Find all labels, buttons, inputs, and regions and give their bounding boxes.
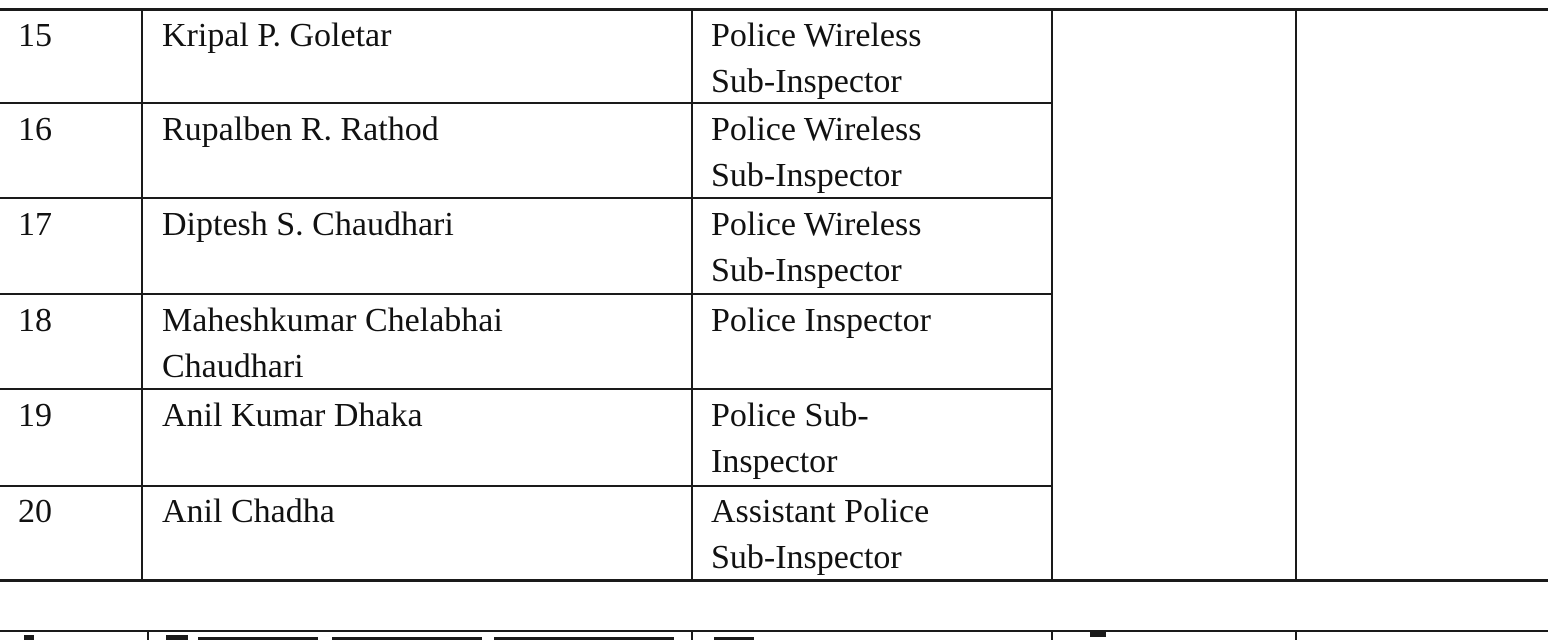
cut-off-text-fragments [0,629,1548,640]
designation-cell: Police Wireless Sub-Inspector [711,111,922,194]
name-cell: Diptesh S. Chaudhari [162,206,454,243]
row-divider [0,485,1053,487]
designation-cell: Police Wireless Sub-Inspector [711,206,922,289]
next-table-partial-row [0,628,1548,640]
name-cell: Anil Chadha [162,493,335,530]
serial-number-cell: 16 [18,111,52,148]
serial-number-cell: 19 [18,397,52,434]
designation-cell: Police Sub- Inspector [711,397,869,480]
column-divider [1051,8,1053,582]
name-cell: Anil Kumar Dhaka [162,397,423,434]
serial-number-cell: 15 [18,17,52,54]
designation-cell: Assistant Police Sub-Inspector [711,493,930,576]
column-divider [1295,8,1297,582]
serial-number-cell: 17 [18,206,52,243]
column-divider [691,8,693,582]
name-cell: Kripal P. Goletar [162,17,392,54]
designation-cell: Police Inspector [711,302,931,339]
row-divider [0,388,1053,390]
serial-number-cell: 20 [18,493,52,530]
serial-number-cell: 18 [18,302,52,339]
table-top-border [0,8,1548,11]
name-cell: Maheshkumar Chelabhai Chaudhari [162,302,503,385]
name-cell: Rupalben R. Rathod [162,111,439,148]
designation-cell: Police Wireless Sub-Inspector [711,17,922,100]
column-divider [141,8,143,582]
